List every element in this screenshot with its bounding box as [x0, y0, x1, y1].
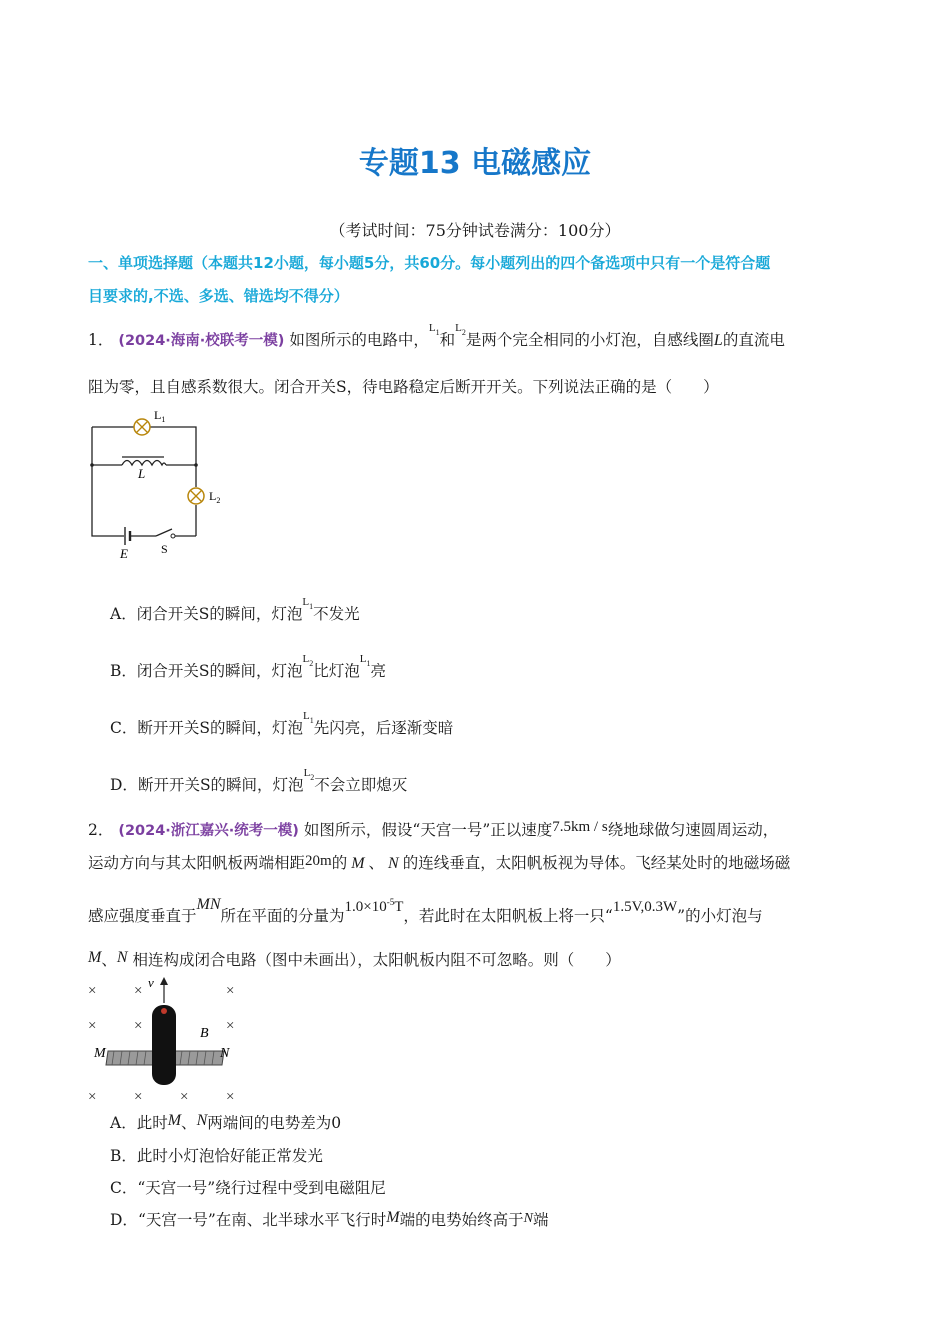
page-title: 专题13 电磁感应	[358, 146, 592, 181]
q2-line3: 感应强度垂直于MN所在平面的分量为$1.0\times 10^{-5}T$，若此时在太阳帆板上将一只“1.5V,0.3W”的小灯泡与	[88, 896, 763, 925]
q1-line2: 阻为零，且自感系数很大。闭合开关S，待电路稳定后断开开关。下列说法正确的是（ ）	[88, 378, 719, 396]
q2-line1: 2． (2024·浙江嘉兴·统考一模) 如图所示，假设“天宫一号”正以速度7.5km / s绕地球做匀速圆周运动，	[88, 819, 779, 839]
lamp-l1-icon	[134, 419, 150, 435]
svg-text:×: ×	[134, 983, 143, 999]
fig2-label-n: N	[220, 1046, 230, 1061]
velocity-arrow-icon	[160, 977, 168, 1003]
svg-text:×: ×	[88, 1018, 97, 1034]
solar-panel-right	[172, 1051, 224, 1065]
switch-contact-icon	[171, 534, 175, 538]
q1-option-c[interactable]: C．断开开关S的瞬间，灯泡$^{L_1}$先闪亮，后逐渐变暗	[110, 710, 454, 737]
q2-source: (2024·浙江嘉兴·统考一模)	[118, 823, 299, 839]
q2-bulb-rating: 1.5V,0.3W	[612, 899, 678, 915]
svg-text:×: ×	[88, 983, 97, 999]
q1-number: 1．	[88, 331, 114, 349]
fig1-label-coil: L	[138, 466, 146, 481]
q1-coil-symbol: L	[713, 332, 723, 349]
section-header-line1: 一、单项选择题（本题共12小题，每小题5分，共60分。每小题列出的四个备选项中只有一个是符合题	[88, 254, 771, 272]
svg-text:×: ×	[134, 1089, 143, 1105]
q2-number: 2．	[88, 821, 114, 839]
solar-panel-left	[106, 1051, 156, 1065]
svg-text:×: ×	[226, 983, 235, 999]
space-station-body-icon	[152, 1005, 176, 1085]
lamp-l2-icon	[188, 488, 204, 504]
svg-text:×: ×	[134, 1018, 143, 1034]
q1-l1-symbol: L1	[428, 322, 440, 337]
fig2-label-m: M	[94, 1046, 106, 1061]
exam-info: （考试时间：75分钟试卷满分：100分）	[329, 221, 621, 240]
fig1-label-l1: $L_1$	[154, 408, 166, 424]
q2-length: 20m	[305, 853, 332, 869]
fig1-label-switch: S	[161, 542, 168, 556]
fig2-label-v: v	[148, 975, 154, 990]
q2-line4: M、N 相连构成闭合电路（图中未画出），太阳帆板内阻不可忽略。则（ ）	[88, 949, 621, 969]
svg-text:×: ×	[226, 1018, 235, 1034]
q1-option-a[interactable]: A．闭合开关S的瞬间，灯泡$^{L_1}$不发光	[110, 596, 360, 623]
q2-space-station-diagram	[84, 975, 254, 1105]
fig1-label-battery: E	[120, 546, 128, 561]
q2-option-d[interactable]: D．“天宫一号”在南、北半球水平飞行时M端的电势始终高于N端	[110, 1209, 549, 1229]
q2-field-value: $1.0\times 10^{-5}T$	[344, 897, 404, 915]
svg-text:×: ×	[180, 1089, 189, 1105]
fig2-label-b: B	[200, 1026, 209, 1041]
svg-text:×: ×	[226, 1089, 235, 1105]
q2-option-b[interactable]: B．此时小灯泡恰好能正常发光	[110, 1147, 323, 1165]
battery-icon	[125, 527, 130, 545]
q1-circuit-diagram	[84, 405, 234, 565]
svg-text:×: ×	[88, 1089, 97, 1105]
q2-line2: 运动方向与其太阳帆板两端相距20m的 M 、 N 的连线垂直，太阳帆板视为导体。飞经某处时的地磁场磁	[88, 853, 791, 872]
q2-option-c[interactable]: C．“天宫一号”绕行过程中受到电磁阻尼	[110, 1179, 386, 1197]
section-header-line2: 目要求的,不选、多选、错选均不得分）	[88, 287, 349, 305]
q2-mn-symbol: MN	[196, 896, 221, 913]
q1-option-b[interactable]: B．闭合开关S的瞬间，灯泡$^{L_2}$比灯泡$^{L_1}$亮	[110, 653, 387, 680]
q2-option-a[interactable]: A．此时M、N两端间的电势差为0	[110, 1112, 342, 1132]
q1-option-d[interactable]: D．断开开关S的瞬间，灯泡$^{L_2}$不会立即熄灭	[110, 767, 408, 794]
q1-source: (2024·海南·校联考一模)	[118, 333, 285, 349]
q2-speed: 7.5km / s	[552, 819, 608, 835]
q1-line1: 1． (2024·海南·校联考一模) 如图所示的电路中，$^{L_1}$和$^{L_2}$是两个完全相同的小灯泡，自感线圈L的直流电	[88, 322, 785, 349]
fig1-label-l2: $L_2$	[209, 489, 221, 505]
q1-l2-symbol: L2	[455, 322, 466, 337]
